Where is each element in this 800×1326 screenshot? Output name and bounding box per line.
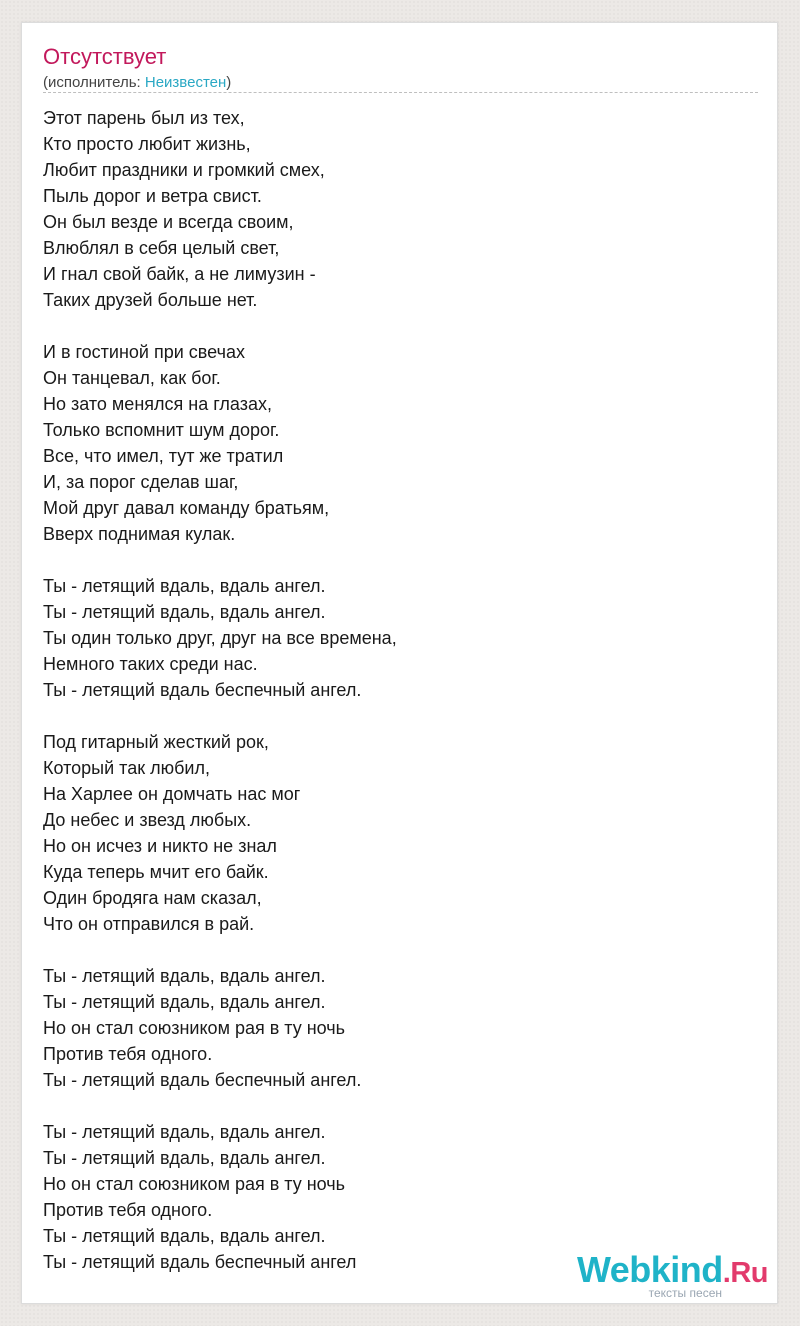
lyrics-line: И в гостиной при свечах [43, 342, 245, 362]
artist-line [43, 74, 231, 92]
lyrics-card [21, 22, 778, 1304]
lyrics-stanza [43, 729, 758, 937]
lyrics-line: Против тебя одного. [43, 1044, 213, 1064]
lyrics-line: Этот парень был из тех, [43, 108, 245, 128]
logo-name: Webkind [576, 1249, 723, 1290]
lyrics-line: Кто просто любит жизнь, [43, 134, 251, 154]
title-divider [43, 92, 758, 93]
lyrics-stanza [43, 573, 758, 703]
lyrics-line: Таких друзей больше нет. [43, 290, 258, 310]
lyrics-line: До небес и звезд любых. [43, 810, 252, 830]
lyrics-line: Мой друг давал команду братьям, [43, 498, 330, 518]
logo-tld: .Ru [722, 1257, 768, 1289]
lyrics-line: Все, что имел, тут же тратил [43, 446, 284, 466]
webkind-logo[interactable] [577, 1250, 768, 1299]
lyrics-line: Влюблял в себя целый свет, [43, 238, 280, 258]
lyrics-line: На Харлее он домчать нас мог [43, 784, 301, 804]
lyrics-line: Ты - летящий вдаль беспечный ангел. [43, 680, 362, 700]
lyrics-line: Но зато менялся на глазах, [43, 394, 272, 414]
lyrics-line: Только вспомнит шум дорог. [43, 420, 280, 440]
logo-tagline: тексты песен [648, 1286, 722, 1300]
artist-prefix: (исполнитель: [43, 74, 145, 91]
lyrics-line: Ты - летящий вдаль, вдаль ангел. [43, 1122, 326, 1142]
lyrics-stanza [43, 963, 758, 1093]
lyrics-line: Но он стал союзником рая в ту ночь [43, 1018, 346, 1038]
lyrics-line: Пыль дорог и ветра свист. [43, 186, 262, 206]
lyrics-text [43, 105, 758, 1301]
song-title: Отсутствует [43, 44, 167, 69]
lyrics-line: И гнал свой байк, а не лимузин - [43, 264, 316, 284]
lyrics-line: Против тебя одного. [43, 1200, 213, 1220]
lyrics-line: Ты - летящий вдаль, вдаль ангел. [43, 992, 326, 1012]
lyrics-line: Что он отправился в рай. [43, 914, 255, 934]
lyrics-line: Вверх поднимая кулак. [43, 524, 236, 544]
lyrics-line: Ты - летящий вдаль беспечный ангел [43, 1252, 357, 1272]
lyrics-line: Он был везде и всегда своим, [43, 212, 294, 232]
lyrics-line: Куда теперь мчит его байк. [43, 862, 269, 882]
lyrics-line: Ты - летящий вдаль, вдаль ангел. [43, 966, 326, 986]
lyrics-line: Но он стал союзником рая в ту ночь [43, 1174, 346, 1194]
lyrics-line: Ты - летящий вдаль, вдаль ангел. [43, 1148, 326, 1168]
artist-suffix: ) [226, 74, 232, 91]
lyrics-line: Немного таких среди нас. [43, 654, 258, 674]
lyrics-line: Ты - летящий вдаль беспечный ангел. [43, 1070, 362, 1090]
lyrics-stanza [43, 339, 758, 547]
lyrics-line: Но он исчез и никто не знал [43, 836, 277, 856]
lyrics-line: Ты - летящий вдаль, вдаль ангел. [43, 576, 326, 596]
lyrics-line: Ты один только друг, друг на все времена, [43, 628, 397, 648]
lyrics-line: Он танцевал, как бог. [43, 368, 221, 388]
lyrics-line: Ты - летящий вдаль, вдаль ангел. [43, 602, 326, 622]
lyrics-line: Ты - летящий вдаль, вдаль ангел. [43, 1226, 326, 1246]
lyrics-line: И, за порог сделав шаг, [43, 472, 239, 492]
lyrics-stanza [43, 105, 758, 313]
lyrics-line: Любит праздники и громкий смех, [43, 160, 325, 180]
lyrics-line: Один бродяга нам сказал, [43, 888, 262, 908]
lyrics-line: Который так любил, [43, 758, 210, 778]
artist-link[interactable]: Неизвестен [144, 74, 227, 91]
lyrics-line: Под гитарный жесткий рок, [43, 732, 269, 752]
